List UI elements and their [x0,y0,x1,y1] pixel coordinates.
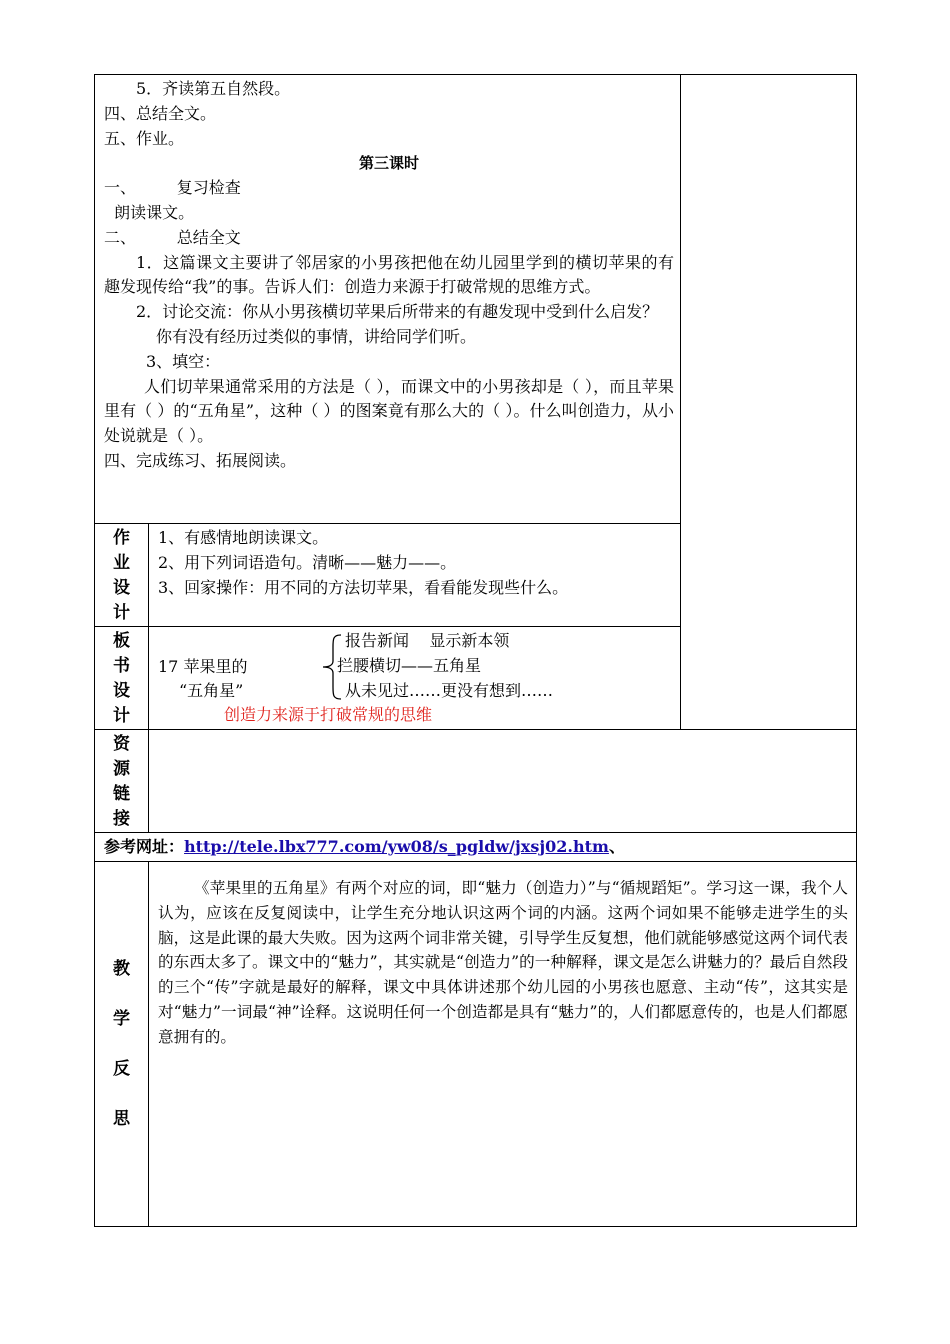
lesson-content-cell [95,75,681,524]
reference-row [95,833,857,862]
resources-label: 资 源 链 接 [95,730,149,833]
review-heading: 一、 复习检查 [104,178,241,198]
board-content [149,627,681,730]
homework-content [149,524,681,627]
board-branch-3: 从未见过……更没有想到…… [345,681,554,700]
extension-step: 四、完成练习、拓展阅读。 [104,450,297,470]
notes-column [681,75,857,730]
fill-blank-title: 3、填空： [146,351,221,371]
reading-step: 5．齐读第五自然段。 [136,79,291,98]
summary-step: 四、总结全文。 [104,103,217,123]
lesson-plan-sheet [94,74,856,1227]
fill-blank-text: 人们切苹果通常采用的方法是（ ），而课文中的小男孩却是（ ），而且苹果里有（ ）的“五角星”，这种（ ）的图案竟有那么大的（ ）。什么叫创造力，从小处说就是（ ）。 [104,376,675,446]
resources-content [149,730,857,833]
experience-question: 你有没有经历过类似的事情，讲给同学们听。 [156,326,477,346]
board-title-2: “五角星” [179,681,244,700]
homework-item-3: 3、回家操作：用不同的方法切苹果，看看能发现些什么。 [158,577,569,597]
section-title: 第三课时 [359,154,420,173]
reference-link[interactable]: http://tele.lbx777.com/yw08/s_pgldw/jxsj02.htm [184,837,609,856]
summary-paragraph-1: 1．这篇课文主要讲了邻居家的小男孩把他在幼儿园里学到的横切苹果的有趣发现传给“我”的事。告诉人们：创造力来源于打破常规的思维方式。 [104,252,675,297]
reflection-label: 教 学 反 思 [95,862,149,1227]
board-label: 板 书 设 计 [95,627,149,730]
lesson-plan-table [94,74,857,1227]
reference-cell [95,833,857,862]
review-sub: 朗读课文。 [104,202,195,222]
homework-item-2: 2、用下列词语造句。清晰——魅力——。 [158,552,457,572]
homework-label: 作 业 设 计 [95,524,149,627]
homework-item-1: 1、有感情地朗读课文。 [158,528,329,547]
reflection-text: 《苹果里的五角星》有两个对应的词，即“魅力（创造力）”与“循规蹈矩”。学习这一课，我个人认为，应该在反复阅读中，让学生充分地认识这两个词的内涵。这两个词如果不能够走进学生的头脑，这是此课的最大失败。因为这两个词非常关键，引导学生反复想，他们就能够感觉这两个词代表的东西太多了。课文中的“魅力”，其实就是“创造力”的一种解释，课文是怎么讲魅力的？最后自然段的三个“传”字就是最好的解释，课文中具体讲述那个幼儿园的小男孩也愿意、主动“传”，这其实是对“魅力”一词最“神”诠释。这说明任何一个创造都是具有“魅力”的，人们都愿意传的，也是人们都愿意拥有的。 [158,879,849,1046]
board-title-1: 17 苹果里的 [158,657,248,676]
board-branch-2: 拦腰横切——五角星 [337,656,482,675]
reference-suffix: 、 [608,837,625,856]
lesson-body-row [95,75,857,524]
resources-row [95,730,857,833]
homework-step: 五、作业。 [104,128,185,148]
discussion-paragraph: 2．讨论交流：你从小男孩横切苹果后所带来的有趣发现中受到什么启发？ [136,302,659,322]
summary-heading: 二、 总结全文 [104,227,241,247]
reflection-row [95,862,857,1227]
reflection-content [149,862,857,1227]
reference-prefix: 参考网址： [104,837,185,856]
board-branch-1: 报告新闻 显示新本领 [345,631,510,650]
board-conclusion: 创造力来源于打破常规的思维 [224,705,433,724]
